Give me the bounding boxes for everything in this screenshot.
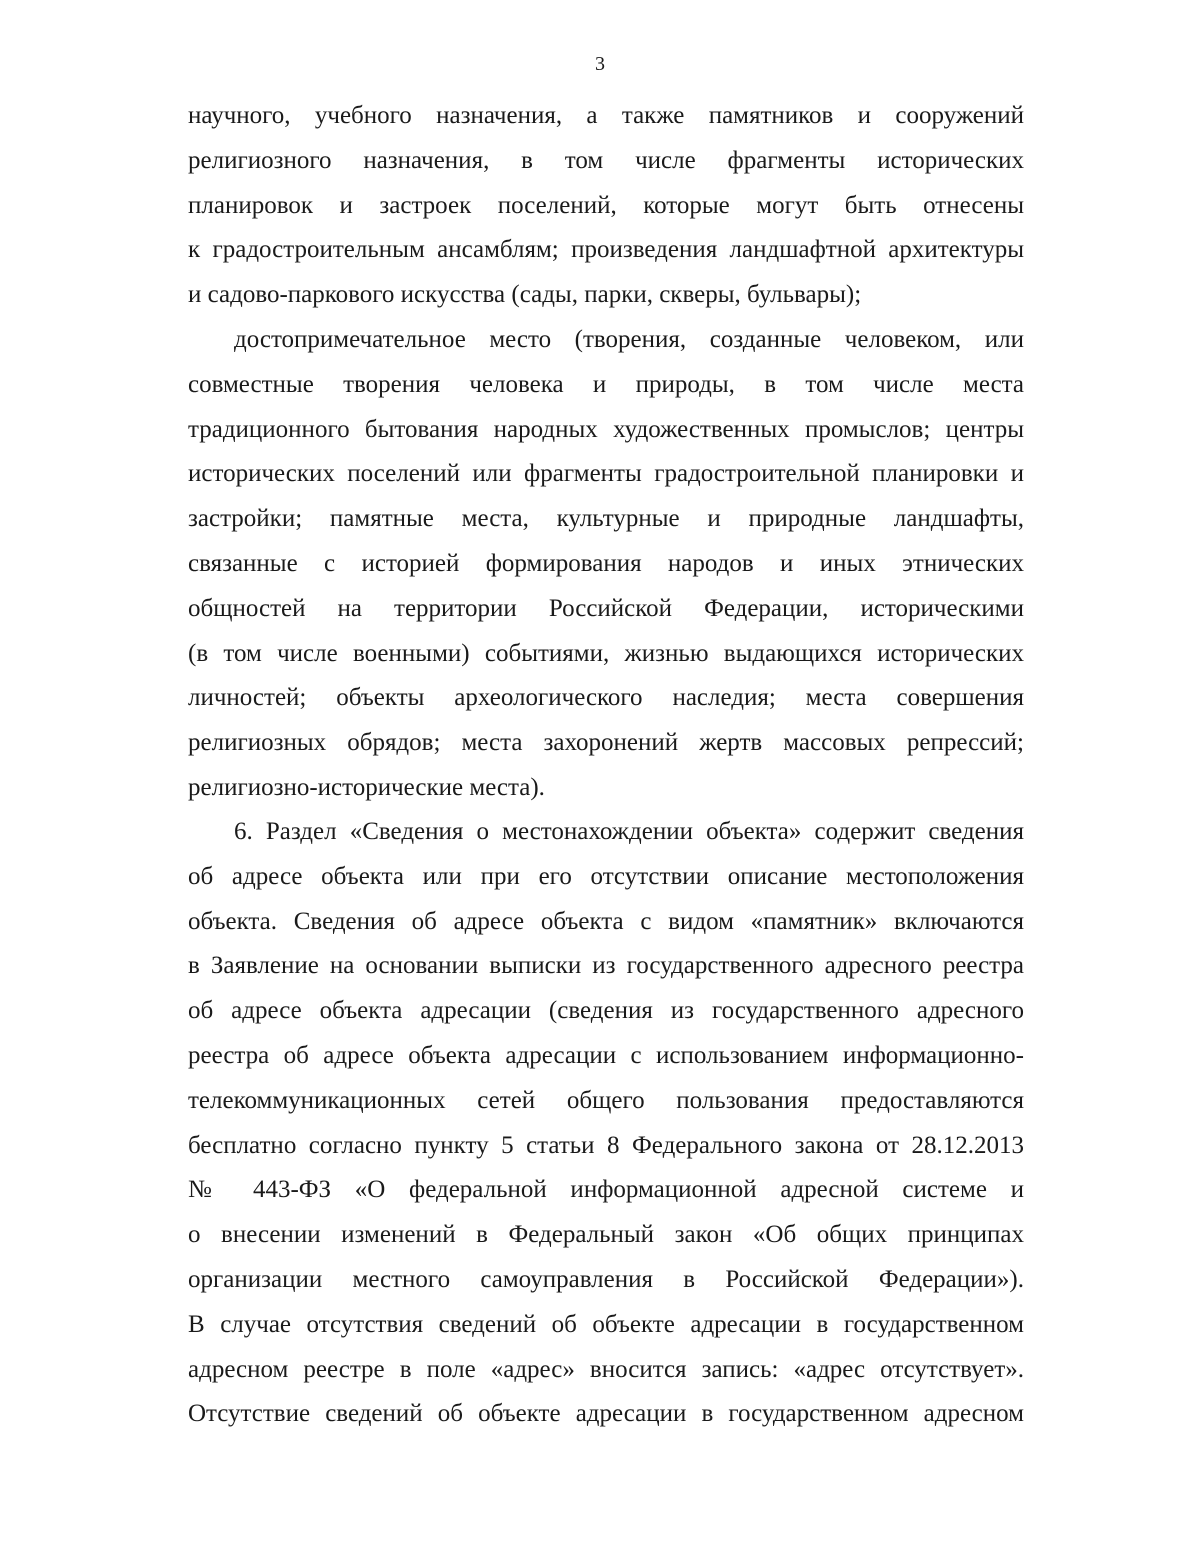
text-line: объекта. Сведения об адресе объекта с видом «памятник» включаются (188, 907, 1024, 935)
text-line: застройки; памятные места, культурные и природные ландшафты, (188, 505, 1024, 533)
text-line: совместные творения человека и природы, в том числе места (188, 370, 1024, 398)
text-line: связанные с историей формирования народов и иных этнических (188, 549, 1024, 577)
text-line: и садово-паркового искусства (сады, парки, скверы, бульвары); (188, 281, 862, 309)
text-line: научного, учебного назначения, а также памятников и сооружений (188, 102, 1024, 129)
text-line: (в том числе военными) событиями, жизнью выдающихся исторических (188, 639, 1024, 667)
text-line: к градостроительным ансамблям; произведения ландшафтной архитектуры (188, 236, 1024, 264)
text-line: религиозного назначения, в том числе фрагменты исторических (188, 146, 1024, 174)
text-line: реестра об адресе объекта адресации с использованием информационно- (188, 1041, 1024, 1069)
text-line: бесплатно согласно пункту 5 статьи 8 Федерального закона от 28.12.2013 (188, 1131, 1024, 1159)
text-line: адресном реестре в поле «адрес» вносится запись: «адрес отсутствует». (188, 1355, 1024, 1383)
paragraph-section-6 (188, 810, 1024, 1437)
paragraph-landmark (188, 318, 1024, 811)
page-number: 3 (595, 53, 605, 75)
text-line: религиозных обрядов; места захоронений жертв массовых репрессий; (188, 729, 1024, 757)
text-line: об адресе объекта или при его отсутствии описание местоположения (188, 862, 1024, 890)
text-line: о внесении изменений в Федеральный закон «Об общих принципах (188, 1221, 1024, 1249)
text-line: личностей; объекты археологического наследия; места совершения (188, 684, 1024, 712)
text-line: в Заявление на основании выписки из государственного адресного реестра (188, 952, 1024, 980)
text-line: об адресе объекта адресации (сведения из государственного адресного (188, 997, 1024, 1025)
text-line: исторических поселений или фрагменты градостроительной планировки и (188, 460, 1024, 488)
text-line: № 443-ФЗ «О федеральной информационной адресной системе и (188, 1176, 1024, 1204)
paragraph-continuation (188, 94, 1024, 318)
text-line: 6. Раздел «Сведения о местонахождении объекта» содержит сведения (234, 818, 1024, 845)
text-line: религиозно-исторические места). (188, 773, 545, 801)
text-line: телекоммуникационных сетей общего пользования предоставляются (188, 1086, 1024, 1114)
text-line: организации местного самоуправления в Российской Федерации»). (188, 1265, 1024, 1293)
text-line: достопримечательное место (творения, созданные человеком, или (234, 326, 1024, 353)
text-line: Отсутствие сведений об объекте адресации в государственном адресном (188, 1400, 1024, 1428)
text-line: В случае отсутствия сведений об объекте адресации в государственном (188, 1310, 1024, 1338)
text-line: традиционного бытования народных художественных промыслов; центры (188, 415, 1024, 443)
text-line: планировок и застроек поселений, которые могут быть отнесены (188, 191, 1024, 219)
text-line: общностей на территории Российской Федерации, историческими (188, 594, 1024, 622)
